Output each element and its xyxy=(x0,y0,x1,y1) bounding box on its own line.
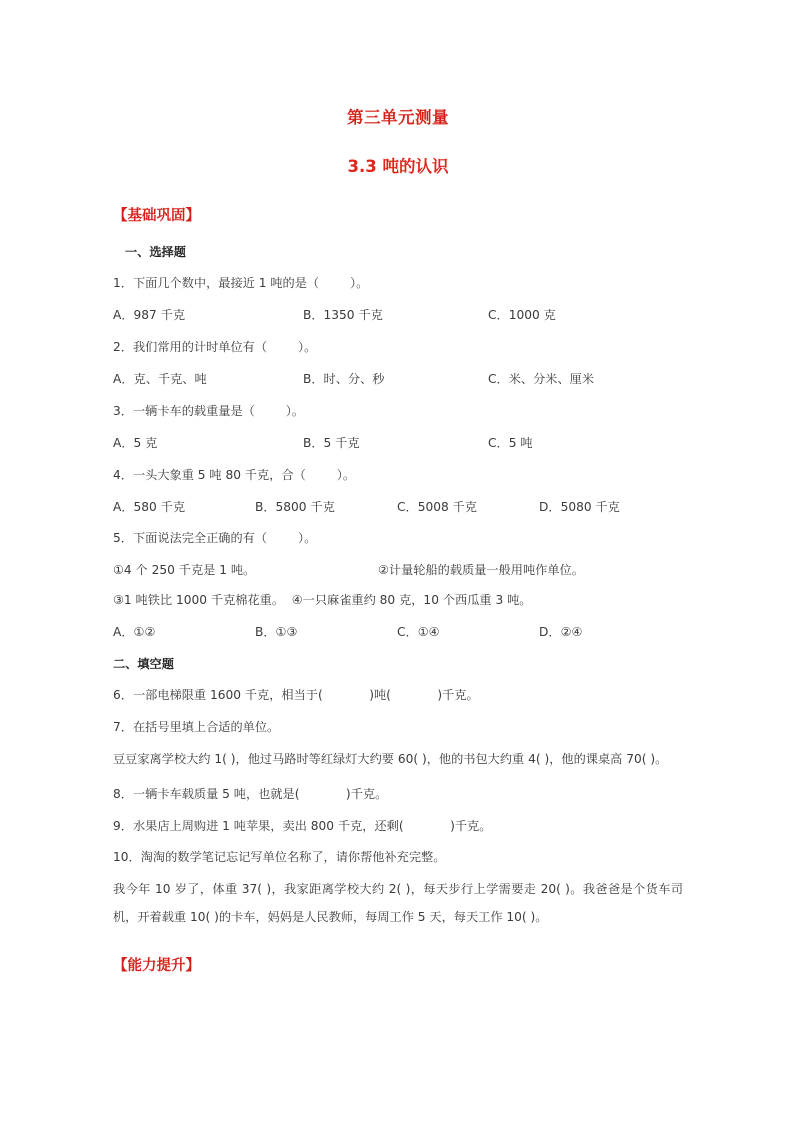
option-b[interactable]: B．①③ xyxy=(255,625,298,640)
option-a[interactable]: A．987 千克 xyxy=(113,308,186,323)
question-8: 8．一辆卡车载质量 5 吨，也就是( )千克。 xyxy=(113,786,388,801)
page-subtitle: 3.3 吨的认识 xyxy=(347,157,449,177)
question-4-options xyxy=(113,485,683,517)
question-9: 9．水果店上周购进 1 吨苹果，卖出 800 千克，还剩( )千克。 xyxy=(113,818,492,833)
question-10-stem: 10．淘淘的数学笔记忘记写单位名称了，请你帮他补充完整。 xyxy=(113,850,446,865)
option-b[interactable]: B．5800 千克 xyxy=(255,499,335,514)
question-1-stem: 1．下面几个数中，最接近 1 吨的是（ ）。 xyxy=(113,276,369,291)
question-5-statements-row-2: ③1 吨铁比 1000 千克棉花重。 ④一只麻雀重约 80 克，10 个西瓜重 3 吨。 xyxy=(113,593,532,608)
statement-1: ①4 个 250 千克是 1 吨。 xyxy=(113,563,256,578)
option-a[interactable]: A．克、千克、吨 xyxy=(113,371,207,386)
option-c[interactable]: C．①④ xyxy=(397,625,440,640)
page-title: 第三单元测量 xyxy=(347,108,449,127)
option-c[interactable]: C．1000 克 xyxy=(488,308,556,323)
question-5-options xyxy=(113,610,683,642)
option-a[interactable]: A．5 克 xyxy=(113,435,158,450)
subsection-header-choice: 一、选择题 xyxy=(125,244,186,259)
option-a[interactable]: A．①② xyxy=(113,625,156,640)
option-a[interactable]: A．580 千克 xyxy=(113,499,186,514)
question-5-stem: 5．下面说法完全正确的有（ ）。 xyxy=(113,531,317,546)
question-4-stem: 4．一头大象重 5 吨 80 千克，合（ ）。 xyxy=(113,467,356,482)
question-6: 6．一部电梯限重 1600 千克，相当于( )吨( )千克。 xyxy=(113,688,479,703)
option-c[interactable]: C．5008 千克 xyxy=(397,499,477,514)
question-1-options xyxy=(113,293,683,325)
section-header-advanced: 【能力提升】 xyxy=(113,958,200,975)
option-c[interactable]: C．米、分米、厘米 xyxy=(488,371,595,386)
question-7-stem: 7．在括号里填上合适的单位。 xyxy=(113,720,280,735)
question-10-body: 我今年 10 岁了，体重 37( )，我家距离学校大约 2( )，每天步行上学需要走 20( )。我爸爸是个货车司机，开着载重 10( )的卡车，妈妈是人民教师，每周工作 5 天，每天工作 10( )。 xyxy=(113,882,683,924)
question-3-stem: 3．一辆卡车的载重量是（ ）。 xyxy=(113,403,305,418)
question-7-body: 豆豆家离学校大约 1( )，他过马路时等红绿灯大约要 60( )，他的书包大约重 4( )，他的课桌高 70( )。 xyxy=(113,752,668,767)
option-d[interactable]: D．5080 千克 xyxy=(539,499,620,514)
statement-2: ②计量轮船的载质量一般用吨作单位。 xyxy=(378,563,584,578)
option-c[interactable]: C．5 吨 xyxy=(488,435,533,450)
option-b[interactable]: B．5 千克 xyxy=(303,435,360,450)
question-2-options xyxy=(113,357,683,389)
subsection-header-fill: 二、填空题 xyxy=(113,657,174,672)
option-d[interactable]: D．②④ xyxy=(539,625,583,640)
option-b[interactable]: B．1350 千克 xyxy=(303,308,383,323)
question-2-stem: 2．我们常用的计时单位有（ ）。 xyxy=(113,340,317,355)
question-5-statements-row-1 xyxy=(113,548,683,580)
section-header-basic: 【基础巩固】 xyxy=(113,208,200,225)
option-b[interactable]: B．时、分、秒 xyxy=(303,371,385,386)
question-3-options xyxy=(113,421,683,453)
